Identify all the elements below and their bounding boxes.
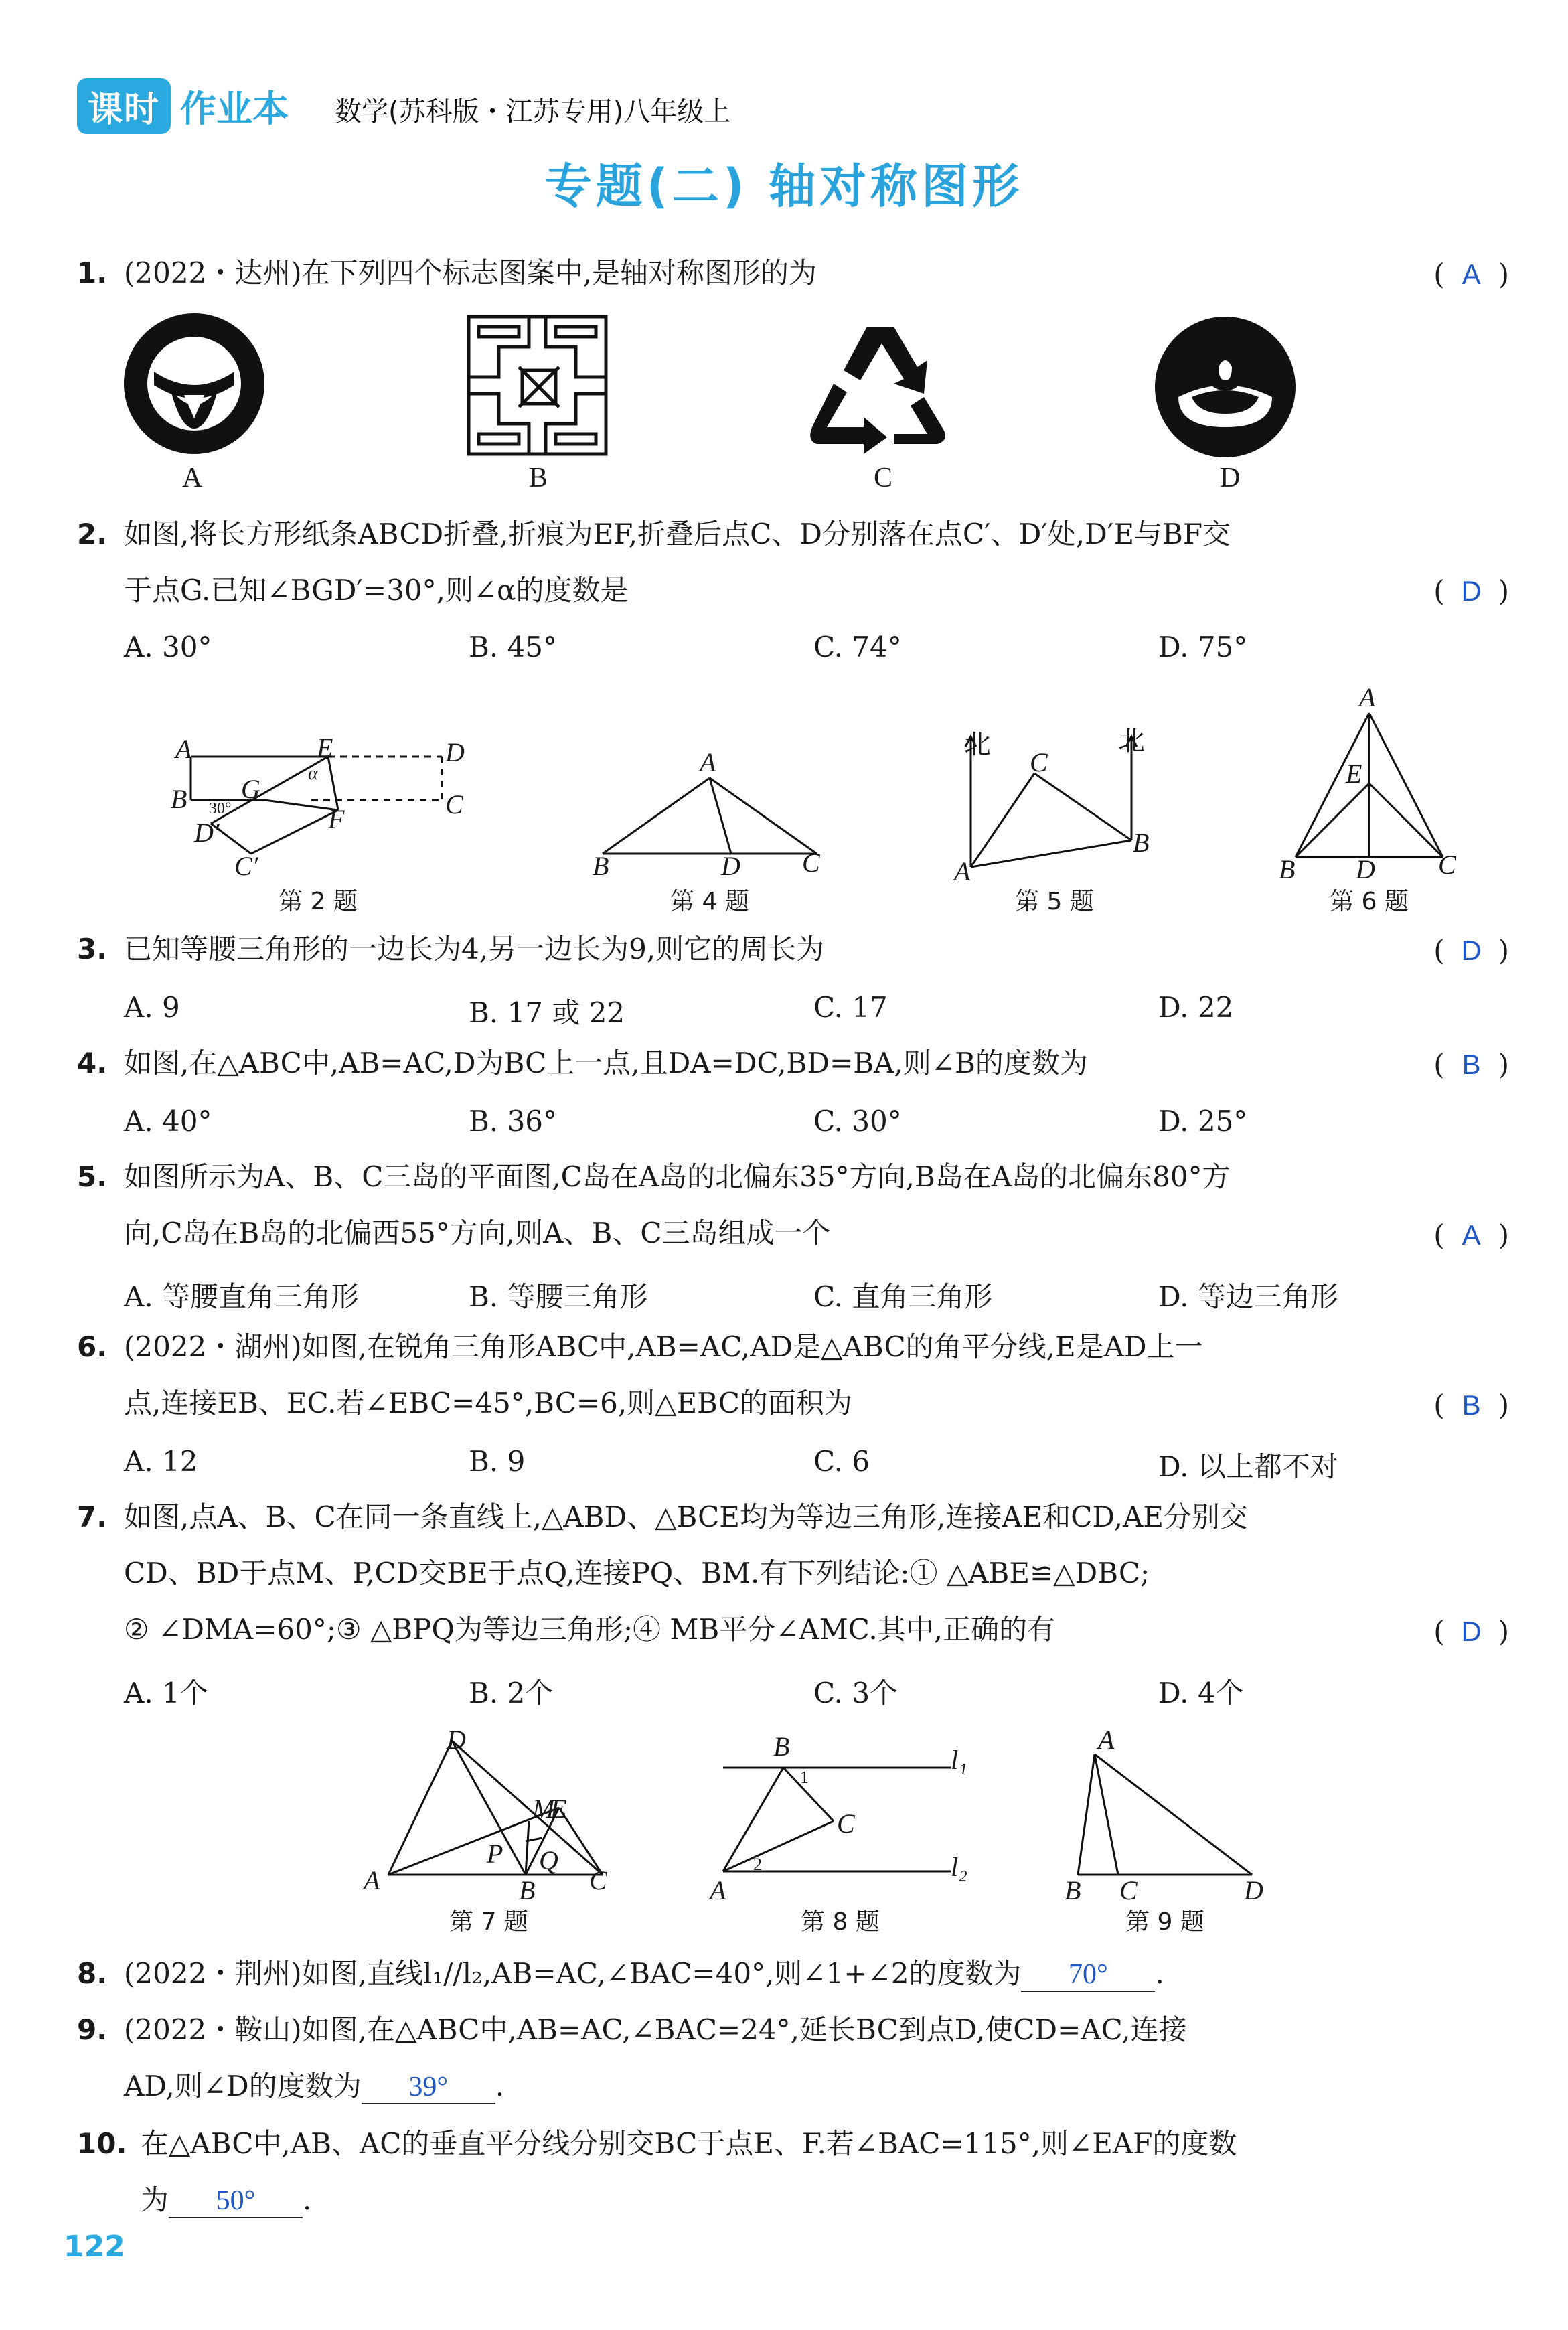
figure-label: B [171,784,187,814]
answer-4: ( B ) [1433,1048,1509,1081]
figure-label: α [308,763,318,784]
figure-label: D [1356,854,1375,884]
figure-label: 北 [964,729,991,760]
logo-label: A [182,463,203,493]
question-number: 8. [77,1957,108,1990]
option: B. 等腰三角形 [469,1280,648,1313]
question-text: 如图,点A、B、C在同一条直线上,△ABD、△BCE均为等边三角形,连接AE和CD,AE分别交 [124,1500,1248,1533]
figure-label: E [550,1794,567,1824]
figure-caption: 第 7 题 [449,1908,528,1936]
logo-c-icon [807,320,954,454]
option: D. 25° [1158,1105,1248,1138]
header-logo [77,82,289,130]
page-title: 专题(二) 轴对称图形 [544,159,1024,214]
figure-label: D [447,1725,466,1755]
figure-label: C [1438,850,1456,880]
figure-caption: 第 8 题 [801,1908,880,1936]
question-text: 点,连接EB、EC.若∠EBC=45°,BC=6,则△EBC的面积为 [124,1387,852,1419]
question-text: (2022・鞍山)如图,在△ABC中,AB=AC,∠BAC=24°,延长BC到点D,使CD=AC,连接 [124,2013,1187,2046]
figure-label: C [802,848,820,878]
sentence-end: . [1155,1957,1164,1990]
question-10 [77,2116,1510,2228]
answer-value: A [1462,1219,1481,1251]
answer-blank: 50° [169,2185,303,2218]
option: A. 12 [124,1445,198,1478]
option: D. 4个 [1158,1677,1244,1709]
figure-label: C [1030,747,1048,777]
answer-value: D [1461,1616,1482,1647]
figure-label: D′ [194,818,220,848]
figure-label: B [1279,854,1296,884]
answer-blank: 39° [362,2071,495,2104]
logo-label: B [529,463,548,493]
figure-label: A [710,1875,726,1906]
option: B. 17 或 22 [469,996,625,1029]
option: D. 等边三角形 [1158,1280,1338,1313]
question-number: 9. [77,2013,108,2046]
question-text: AD,则∠D的度数为 [124,2070,362,2102]
figure-label: l₂ [951,1852,968,1882]
question-3 [77,921,1510,978]
question-text: (2022・荆州)如图,直线l₁//l₂,AB=AC,∠BAC=40°,则∠1+∠2的度数为 [124,1957,1022,1990]
figure-label: B [773,1731,790,1762]
option: B. 2个 [469,1677,554,1709]
option: B. 45° [469,631,558,664]
figure-label: A [175,734,192,764]
figure-label: G [241,774,260,804]
question-4 [77,1035,1510,1091]
logo-a-icon [117,311,278,459]
figure-label: B [593,851,609,881]
sentence-end: . [303,2183,312,2216]
logo-label: C [874,463,893,493]
figure-label: E [317,732,333,763]
figure-label: 北 [1118,726,1145,757]
page-number: 122 [64,2230,125,2264]
question-text: CD、BD于点M、P,CD交BE于点Q,连接PQ、BM.有下列结论:① △ABE≌△DBC; [124,1557,1150,1589]
option: C. 3个 [813,1677,898,1709]
logo-text: 作业本 [180,87,289,130]
answer-value: D [1461,935,1482,966]
figure-label: B [1133,828,1150,858]
figure-label: 2 [753,1855,762,1874]
question-text: 向,C岛在B岛的北偏西55°方向,则A、B、C三岛组成一个 [124,1217,831,1249]
figure-caption: 第 2 题 [279,888,358,915]
figure-4 [589,763,830,864]
figure-9 [1065,1741,1265,1888]
figure-label: A [1359,682,1376,712]
option: C. 74° [813,631,902,664]
option: D. 以上都不对 [1158,1450,1338,1483]
option: A. 40° [124,1105,212,1138]
question-text: 如图,将长方形纸条ABCD折叠,折痕为EF,折叠后点C、D分别落在点C′、D′处,D′E与BF交 [124,518,1231,550]
figure-label: B [519,1875,536,1906]
figure-label: D [445,737,465,767]
figure-label: C [1119,1875,1138,1906]
question-number: 6. [77,1330,108,1363]
question-text: (2022・达州)在下列四个标志图案中,是轴对称图形的为 [124,256,817,289]
answer-value: B [1462,1048,1481,1080]
question-text: 在△ABC中,AB、AC的垂直平分线分别交BC于点E、F.若∠BAC=115°,则∠EAF的度数 [141,2127,1237,2160]
answer-value: B [1462,1389,1481,1421]
option: D. 75° [1158,631,1248,664]
option: C. 6 [813,1445,870,1478]
figure-label: l₁ [951,1745,968,1775]
header-subtitle: 数学(苏科版・江苏专用)八年级上 [335,96,731,127]
figure-label: 30° [209,800,232,818]
option: C. 直角三角形 [813,1280,993,1313]
question-6 [77,1319,1510,1431]
logo-d-icon [1152,313,1299,461]
answer-value: D [1461,575,1482,607]
figure-label: P [487,1839,503,1869]
figure-label: D [1244,1875,1263,1906]
logo-b-icon [465,313,613,461]
question-number: 4. [77,1046,108,1079]
question-text: 如图,在△ABC中,AB=AC,D为BC上一点,且DA=DC,BD=BA,则∠B的度数为 [124,1046,1088,1079]
question-text: 已知等腰三角形的一边长为4,另一边长为9,则它的周长为 [124,933,825,965]
figure-label: C [837,1808,855,1839]
option: A. 30° [124,631,212,664]
option: A. 1个 [124,1677,208,1709]
figure-label: Q [539,1845,558,1875]
question-number: 5. [77,1160,108,1193]
figure-label: F [328,804,345,834]
figure-label: A [1098,1725,1115,1755]
figure-label: M [532,1794,555,1824]
sentence-end: . [495,2070,505,2102]
question-text: ② ∠DMA=60°;③ △BPQ为等边三角形;④ MB平分∠AMC.其中,正确的有 [124,1613,1056,1646]
answer-3: ( D ) [1433,934,1509,967]
answer-1: ( A ) [1433,258,1509,291]
option: A. 等腰直角三角形 [124,1280,360,1313]
question-number: 10. [77,2127,127,2160]
question-text: (2022・湖州)如图,在锐角三角形ABC中,AB=AC,AD是△ABC的角平分线,E是AD上一 [124,1330,1203,1363]
question-5 [77,1149,1510,1261]
figure-caption: 第 9 题 [1125,1908,1204,1936]
logo-box: 课时 [77,78,171,134]
figure-label: C [445,789,463,820]
figure-caption: 第 4 题 [670,888,749,915]
question-number: 3. [77,933,108,965]
answer-2: ( D ) [1433,574,1509,607]
question-number: 7. [77,1500,108,1533]
answer-7: ( D ) [1433,1615,1509,1648]
figure-label: 1 [800,1768,809,1787]
answer-6: ( B ) [1433,1389,1509,1421]
answer-5: ( A ) [1433,1219,1509,1251]
option: B. 9 [469,1445,526,1478]
figure-label: A [364,1865,380,1895]
figure-label: A [700,747,716,777]
figure-label: D [721,851,740,881]
figure-label: A [954,856,971,886]
figure-label: B [1065,1875,1081,1906]
option: A. 9 [124,991,180,1024]
question-text: 如图所示为A、B、C三岛的平面图,C岛在A岛的北偏东35°方向,B岛在A岛的北偏东80°方 [124,1160,1231,1193]
question-text: 于点G.已知∠BGD′=30°,则∠α的度数是 [124,574,629,607]
question-2 [77,506,1510,619]
option: B. 36° [469,1105,558,1138]
question-1 [77,245,1510,301]
option: D. 22 [1158,991,1234,1024]
answer-value: A [1462,258,1481,290]
logo-label: D [1220,463,1241,493]
figure-caption: 第 5 题 [1015,888,1094,915]
answer-blank: 70° [1021,1958,1155,1992]
figure-label: E [1346,759,1362,789]
option: C. 30° [813,1105,902,1138]
figure-label: C [589,1865,607,1895]
option: C. 17 [813,991,888,1024]
question-text: 为 [141,2183,169,2216]
figure-label: C′ [234,851,258,881]
question-number: 1. [77,256,108,289]
question-8 [77,1946,1510,2002]
question-number: 2. [77,518,108,550]
figure-caption: 第 6 题 [1330,888,1409,915]
question-9 [77,2002,1510,2114]
question-7 [77,1489,1510,1658]
